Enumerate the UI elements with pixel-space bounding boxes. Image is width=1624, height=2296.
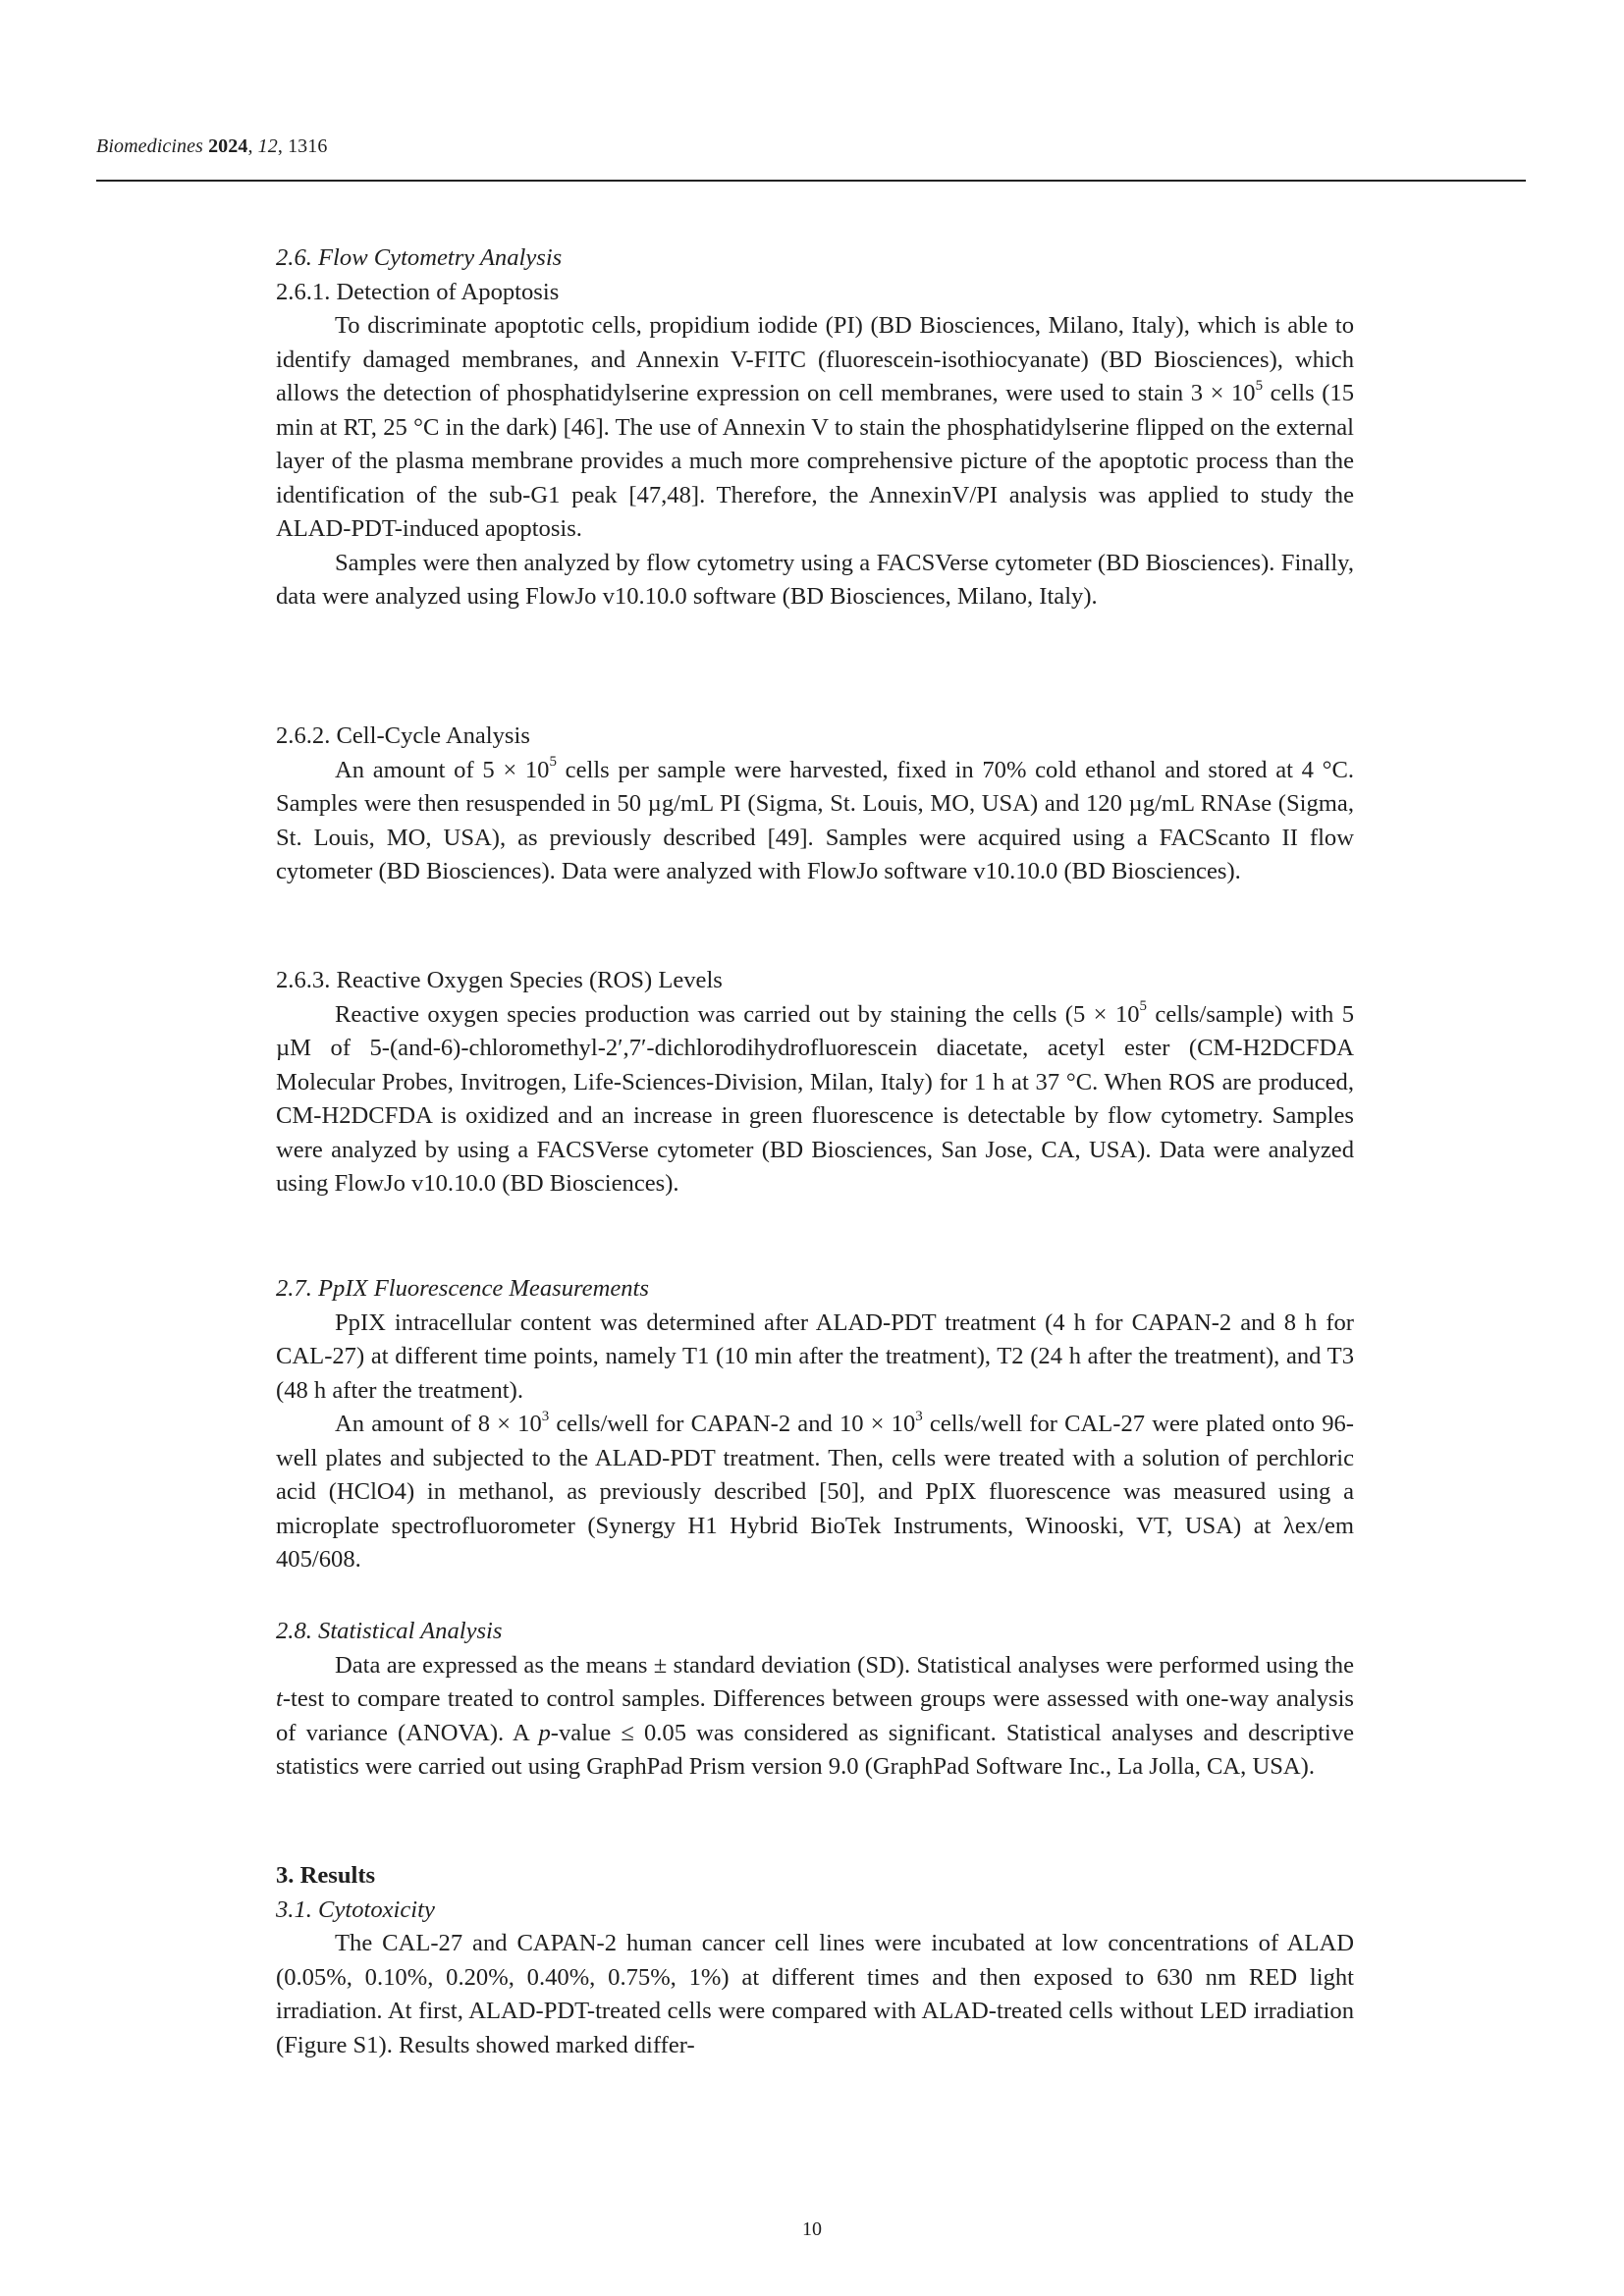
- paragraph-apoptosis-1: To discriminate apoptotic cells, propidium iodide (PI) (BD Biosciences, Milano, Italy), which is able to identify damaged membranes, and Annexin V-FITC (fluorescein-isothiocyanate) (BD Biosciences), which allows the detection of phosphatidylserine expression on cell membranes, were used to stain $3 \times 10^5$ cells (15 min at RT, 25 °C in the dark) [46]. The use of Annexin V to stain the phosphatidylserine flipped on the external layer of the plasma membrane provides a much more comprehensive picture of the apoptotic process than the identification of the sub-G1 peak [47,48]. Therefore, the AnnexinV/PI analysis was applied to study the ALAD-PDT-induced apoptosis.: [276, 312, 1354, 542]
- heading-2-6: 2.6. Flow Cytometry Analysis: [276, 244, 563, 271]
- section-2-6: [276, 241, 1354, 614]
- section-2-8: [276, 1615, 1354, 1785]
- paragraph-ros: Reactive oxygen species production was carried out by staining the cells ($5 \times 10^5$ cells/sample) with 5 µM of 5-(and-6)-chloromethyl-2′,7′-dichlorodihydrofluorescein diacetate, acetyl ester (CM-H2DCFDA Molecular Probes, Invitrogen, Life-Sciences-Division, Milan, Italy) for 1 h at 37 °C. When ROS are produced, CM-H2DCFDA is oxidized and an increase in green fluorescence is detectable by flow cytometry. Samples were analyzed by using a FACSVerse cytometer (BD Biosciences, San Jose, CA, USA). Data were analyzed using FlowJo v10.10.0 (BD Biosciences).: [276, 998, 1354, 1197]
- section-3: [276, 1859, 1354, 2062]
- heading-2-6-1: 2.6.1. Detection of Apoptosis: [276, 278, 560, 305]
- section-2-6-2: [276, 720, 1354, 889]
- journal-volume: 12: [257, 135, 278, 157]
- heading-2-8: 2.8. Statistical Analysis: [276, 1618, 503, 1644]
- paragraph-statistics: Data are expressed as the means ± standard deviation (SD). Statistical analyses were performed using the t-test to compare treated to control samples. Differences between groups were assessed with one-way analysis of variance (ANOVA). A p-value ≤ 0.05 was considered as significant. Statistical analyses and descriptive statistics were carried out using GraphPad Prism version 9.0 (GraphPad Software Inc., La Jolla, CA, USA).: [276, 1651, 1354, 1780]
- page-number: 10: [802, 2218, 822, 2240]
- heading-3-results: 3. Results: [276, 1862, 376, 1889]
- paragraph-cytotoxicity: The CAL-27 and CAPAN-2 human cancer cell lines were incubated at low concentrations of ALAD (0.05%, 0.10%, 0.20%, 0.40%, 0.75%, 1%) at different times and then exposed to 630 nm RED light irradiation. At first, ALAD-PDT-treated cells were compared with ALAD-treated cells without LED irradiation (Figure S1). Results showed marked differ-: [276, 1930, 1354, 2058]
- journal-year: 2024: [208, 135, 248, 157]
- paragraph-cell-cycle: An amount of $5 \times 10^5$ cells per sample were harvested, fixed in 70% cold ethanol and stored at 4 °C. Samples were then resuspended in 50 µg/mL PI (Sigma, St. Louis, MO, USA) and 120 µg/mL RNAse (Sigma, St. Louis, MO, USA), as previously described [49]. Samples were acquired using a FACScanto II flow cytometer (BD Biosciences). Data were analyzed with FlowJo software v10.10.0 (BD Biosciences).: [276, 754, 1354, 884]
- header-rule: [96, 180, 1526, 182]
- running-head: Biomedicines 2024, 12, 1316: [96, 135, 328, 157]
- paragraph-apoptosis-2: Samples were then analyzed by flow cytometry using a FACSVerse cytometer (BD Biosciences). Finally, data were analyzed using FlowJo v10.10.0 software (BD Biosciences, Milano, Italy).: [276, 549, 1354, 610]
- section-2-6-3: [276, 964, 1354, 1201]
- heading-2-6-2: 2.6.2. Cell-Cycle Analysis: [276, 722, 530, 749]
- heading-2-6-3: 2.6.3. Reactive Oxygen Species (ROS) Levels: [276, 967, 723, 993]
- paragraph-ppix-1: PpIX intracellular content was determined after ALAD-PDT treatment (4 h for CAPAN-2 and 8 h for CAL-27) at different time points, namely T1 (10 min after the treatment), T2 (24 h after the treatment), and T3 (48 h after the treatment).: [276, 1308, 1354, 1404]
- heading-3-1: 3.1. Cytotoxicity: [276, 1896, 435, 1923]
- paragraph-ppix-2: An amount of $8 \times 10^3$ cells/well for CAPAN-2 and $10 \times 10^3$ cells/well for CAL-27 were plated onto 96-well plates and subjected to the ALAD-PDT treatment. Then, cells were treated with a solution of perchloric acid (HClO4) in methanol, as previously described [50], and PpIX fluorescence was measured using a microplate spectrofluorometer (Synergy H1 Hybrid BioTek Instruments, Winooski, VT, USA) at λex/em 405/608.: [276, 1408, 1354, 1573]
- section-2-7: [276, 1272, 1354, 1577]
- heading-2-7: 2.7. PpIX Fluorescence Measurements: [276, 1275, 649, 1302]
- article-number: 1316: [288, 135, 328, 157]
- journal-name: Biomedicines: [96, 135, 203, 157]
